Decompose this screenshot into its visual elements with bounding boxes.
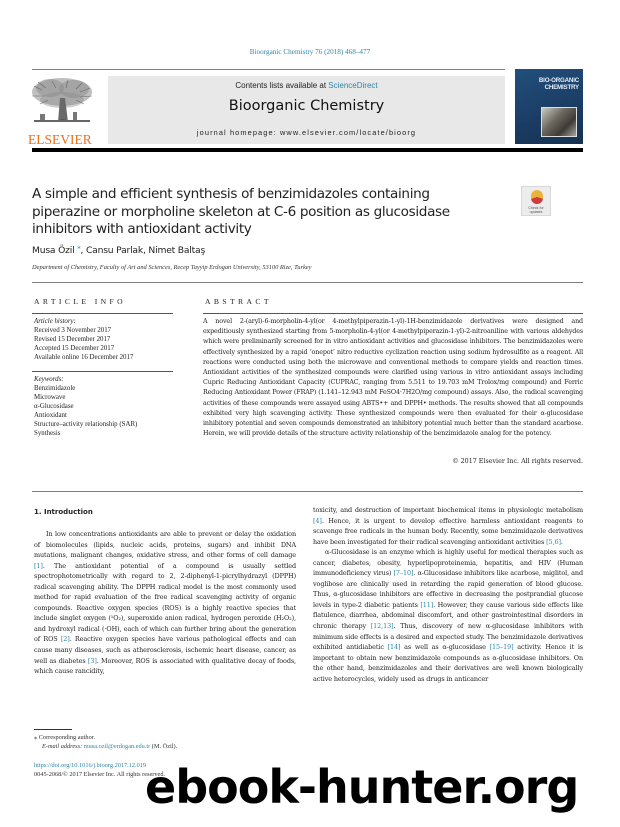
intro-right-column	[313, 505, 583, 684]
email-link[interactable]: musa.ozil@erdogan.edu.tr	[83, 743, 151, 750]
keywords-rule	[32, 371, 173, 372]
body-text-run: toxicity, and destruction of important biochemical items in physiologic metabolism	[313, 506, 583, 514]
body-text-run: . The antioxidant potential of a compound is usually settled spectrophotometrically with regard to 2, 2-diphenyl-1-picrylhydrazyl (DPPH) radical scavenging ability. The DPPH radical model is the most commonly used method for rapid evaluation of the free radical scavenging activity of organic compounds. Reactive oxygen species (ROS) is a highly reactive species that include singlet oxygen (¹O₂), superoxide anion radical, hydrogen peroxide (H₂O₂), and hydroxyl radical (·OH), each of which can further bring about the generation of ROS	[34, 561, 296, 644]
article-info-rule	[32, 313, 173, 314]
keyword: Benzimidazole	[34, 385, 76, 392]
footnote	[34, 733, 177, 751]
author-name[interactable]: Musa Özil	[32, 245, 75, 257]
article-info-heading: ARTICLE INFO	[34, 297, 127, 306]
intro-left-column	[34, 529, 296, 677]
cover-title-line2: CHEMISTRY	[544, 83, 579, 91]
citation-link[interactable]: [15–19]	[489, 643, 514, 652]
citation-link[interactable]: [14]	[387, 643, 401, 652]
journal-header-box	[108, 76, 505, 144]
citation-link[interactable]: [2]	[60, 635, 70, 644]
keyword: Microwave	[34, 394, 66, 401]
body-text-run: In low concentrations antioxidants are able to prevent or delay the oxidation of biomolecules (lipids, nucleic acids, proteins, sugars) and inhibit DNA mutations, malignant changes, oxidative stress, and other forms of cell damage	[34, 530, 296, 560]
body-text-run: . Moreover, ROS is associated with qualitative decay of foods, which cause rancidity,	[34, 656, 296, 676]
keyword: α-Glucosidase	[34, 403, 74, 410]
intro-paragraph	[313, 547, 583, 684]
keywords-label: Keywords:	[34, 376, 64, 383]
cover-photo	[541, 107, 577, 137]
article-history-label: Article history:	[34, 318, 76, 325]
body-text-run: as well as α-glucosidase	[400, 643, 490, 652]
co-authors: , Cansu Parlak, Nimet Baltaş	[80, 245, 206, 257]
history-available-online: Available online 16 December 2017	[34, 354, 134, 361]
body-text-run: . Thus, discovery of new α-glucosidase inhibitors with minimum side effects is a desired and expected study. The benzimidazole derivatives exhibited antidiabetic	[313, 622, 583, 652]
check-updates-label-line2: updates	[529, 210, 543, 214]
keyword: Antioxidant	[34, 412, 67, 419]
article-title: A simple and efficient synthesis of benzimidazoles containing piperazine or morpholine skeleton at C-6 position as glucosidase inhibitors with antioxidant activity	[32, 186, 450, 238]
journal-reference[interactable]: Bioorganic Chemistry 76 (2018) 468–477	[249, 48, 371, 56]
doi-link[interactable]: https://doi.org/10.1016/j.bioorg.2017.12.019	[34, 762, 147, 769]
check-updates-icon	[531, 190, 543, 204]
abstract-text: A novel 2-(aryl)-6-morpholin-4-yl(or 4-methylpiperazin-1-yl)-1H-benzimidazole derivatives were designed and expeditiously synthesized starting from 5-morpholin-4-yl(or 4-methylpiperazin-1-yl)-2-nitroaniline with various aldehydes which were preliminarily screened for in vitro antioxidant activities and glucosidase inhibitors. The benzimidazoles were effectively synthesized by a rapid ‘onepot’ nitro reductive cyclization reaction using sodium hydrosulfite as a reagent. All reactions were conducted using both the microwave and conventional methods to compare yields and reaction times. Antioxidant activities of the synthesized compounds were clarified using various in vitro antioxidant assays including Cupric Reducing Antioxidant Capacity (CUPRAC, ranging from 5.511 to 19.703 mM Trolox/mg compound) and Ferric Reducing Antioxidant Power (FRAP) (1.141–12.943 mM FeSO4·7H2O/mg compound) assays. Also, the radical scavenging activities of these compounds were assayed using ABTS•+ and DPPH• methods. The results showed that all compounds exhibited very high scavenging activity. These synthesized compounds were then evaluated for their α-glucosidase inhibitory potential and seven compounds demonstrated an inhibitory potential much better than the standard acarbose. Herein, we will provide details of the structure activity relationship of the benzimidazole analog for the potency.	[203, 318, 583, 438]
email-line	[34, 742, 177, 751]
body-text-run: . Reactive oxygen species have various pathological effects and can cause many diseases, such as atherosclerosis, ischemic heart disease, cancer, as well as diabetes	[34, 635, 296, 665]
elsevier-logo[interactable]	[28, 76, 100, 147]
footnote-rule	[34, 729, 72, 730]
body-divider	[32, 491, 583, 492]
abstract-rule	[203, 313, 583, 314]
introduction-heading: 1. Introduction	[34, 508, 93, 516]
body-text-run: . However, they cause various side effects like flatulence, diarrhea, abdominal discomfort, and other gastrointestinal disorders in chronic therapy	[313, 600, 583, 631]
keywords	[34, 375, 137, 438]
author-list	[32, 243, 205, 256]
body-text-run: activity. Hence it is important to obtain new benzimidazole compounds as α-glucosidase inhibitors. On the other hand, benzimidazoles and their derivatives are well known biologically active heterocycles, widely used as drugs in anticancer	[313, 643, 583, 683]
body-text-run: . α-Glucosidase inhibitors like acarbose, miglitol, and voglibose are clinically used in retarding the rapid generation of blood glucose. Thus, α-glucosidase inhibitors are effective in decreasing the postprandial glucose levels in type-2 diabetic patients	[313, 569, 583, 609]
sciencedirect-link[interactable]: ScienceDirect	[328, 81, 378, 90]
contents-prefix: Contents lists available at	[235, 81, 329, 90]
keyword: Synthesis	[34, 430, 61, 437]
email-label: E-mail address:	[42, 743, 84, 750]
history-revised: Revised 15 December 2017	[34, 336, 111, 343]
elsevier-wordmark: ELSEVIER	[28, 132, 92, 147]
citation-link[interactable]: [4]	[313, 516, 322, 525]
journal-homepage[interactable]: journal homepage: www.elsevier.com/locate/bioorg	[196, 128, 417, 137]
keyword: Structure–activity relationship (SAR)	[34, 421, 138, 428]
article-history	[34, 317, 133, 362]
corresponding-author-marker[interactable]: ⁎	[77, 243, 81, 251]
citation-link[interactable]: [5,6]	[546, 537, 561, 546]
contents-available-line	[108, 81, 505, 90]
email-suffix: (M. Özil).	[150, 743, 178, 750]
corresponding-author-label: Corresponding author.	[38, 734, 96, 741]
elsevier-tree-icon	[28, 76, 96, 128]
abstract-heading: ABSTRACT	[205, 297, 272, 306]
body-text-run: . Hence, it is urgent to develop effective harmless antioxidant reagents to scavenge free radicals in the human body. Recently, some benzimidazole derivatives have been investigated for their radical scavenging antioxidant activities	[313, 516, 583, 546]
check-updates-label-line1: Check for	[528, 206, 544, 210]
citation-link[interactable]: [12,13]	[370, 622, 394, 631]
check-updates-label	[522, 206, 550, 214]
footnote-marker: ⁎	[34, 734, 38, 741]
affiliation: Department of Chemistry, Faculty of Art and Sciences, Recep Tayyip Erdogan University, 53100 Rize, Turkey	[32, 264, 312, 271]
cover-title	[515, 78, 583, 91]
check-for-updates-button[interactable]	[521, 186, 551, 216]
section-divider	[32, 282, 583, 283]
header-top-rule	[32, 69, 505, 70]
header-bottom-rule	[32, 148, 583, 152]
citation-link[interactable]: [1]	[34, 561, 43, 570]
history-accepted: Accepted 15 December 2017	[34, 345, 115, 352]
citation-link[interactable]: [7–10]	[393, 569, 414, 578]
cover-title-line1: BIO-ORGANIC	[538, 77, 579, 84]
intro-paragraph	[313, 505, 583, 547]
citation-link[interactable]: [11]	[420, 600, 434, 609]
body-text-run: α-Glucosidase is an enzyme which is highly useful for medical therapies such as cancer, diabetes, obesity, hyperlipoproteinemia, hepatitis, and HIV (Human immunodeficiency virus)	[313, 548, 583, 578]
issn-copyright: 0045-2068/© 2017 Elsevier Inc. All rights reserved.	[34, 771, 166, 778]
history-received: Received 3 November 2017	[34, 327, 112, 334]
corresponding-author-note	[34, 733, 177, 742]
citation-link[interactable]: [3]	[87, 656, 97, 665]
body-text-run: .	[560, 537, 563, 546]
abstract-copyright: © 2017 Elsevier Inc. All rights reserved.	[452, 458, 583, 465]
journal-cover-image[interactable]	[515, 69, 583, 144]
watermark: ebook-hunter.org	[145, 760, 579, 814]
journal-title: Bioorganic Chemistry	[228, 98, 385, 114]
